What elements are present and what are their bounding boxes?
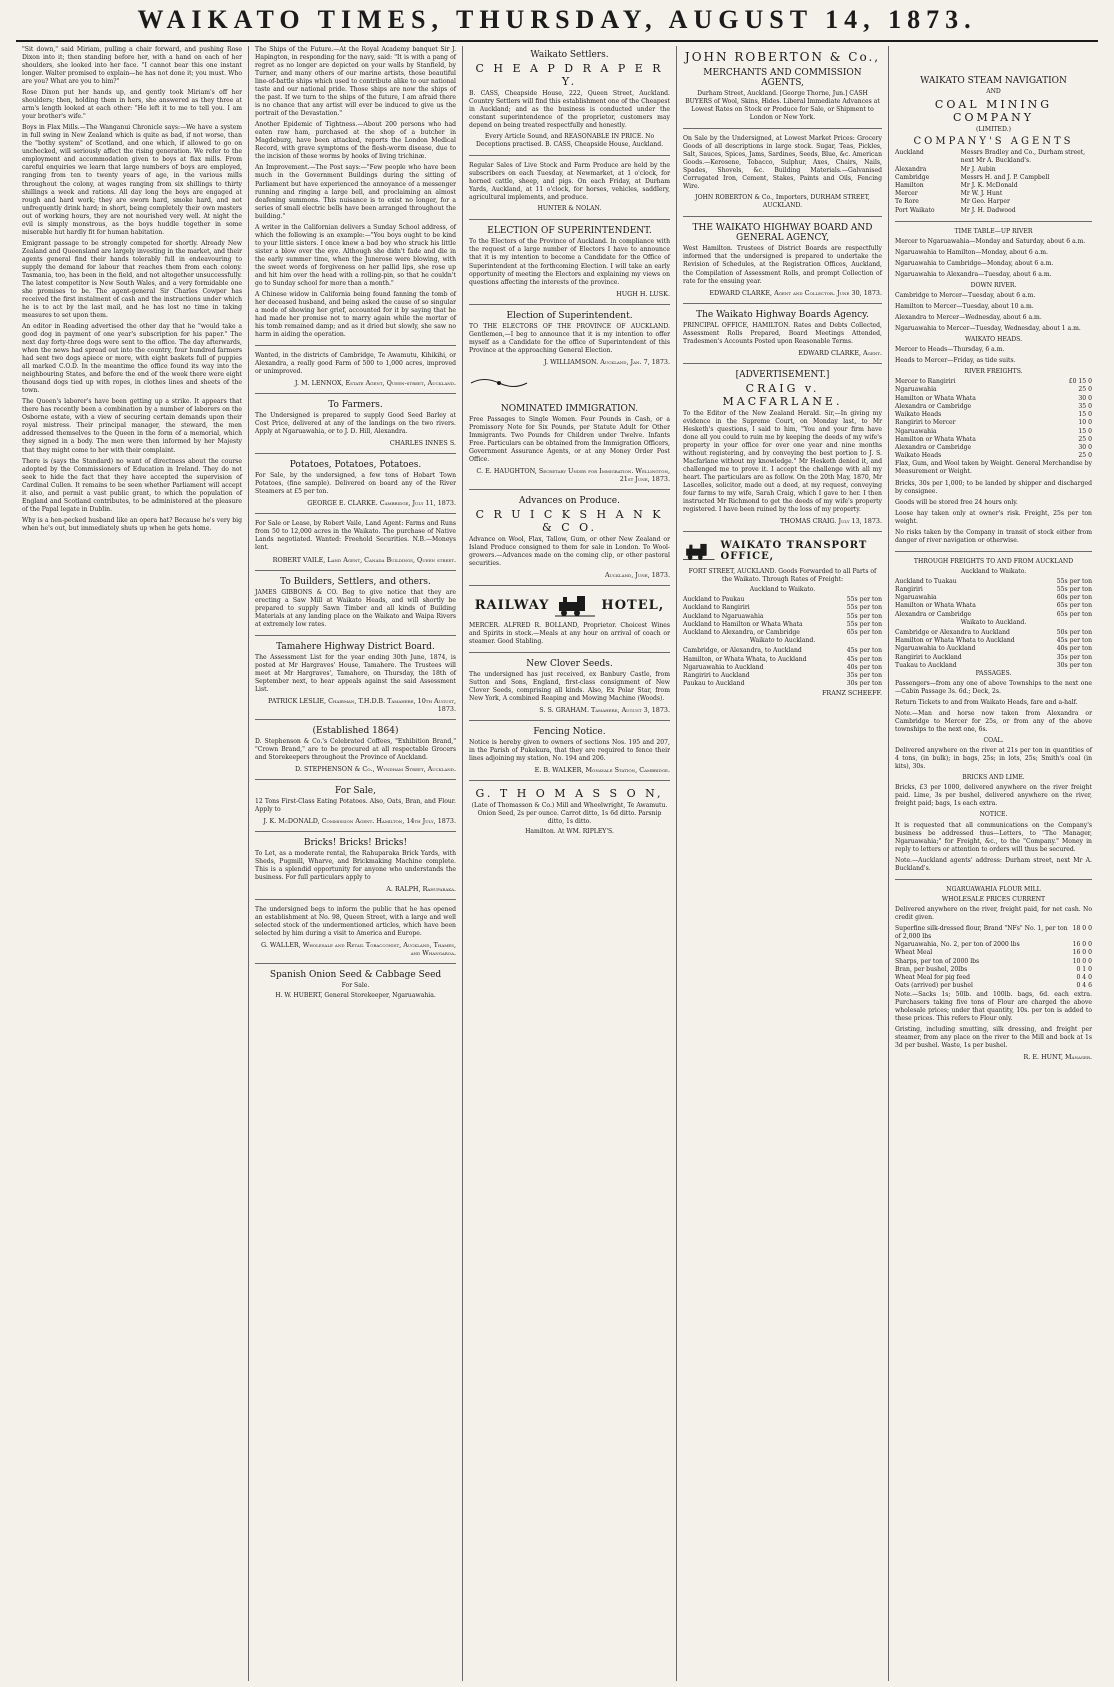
table-row: Hamilton or Whata Whata to Auckland 45s per ton xyxy=(895,637,1092,645)
news-paragraph: The Queen's laborer's have been getting up a strike. It appears that there has recently been a combination by a number of laborers on the Osborne estate, with a view of securing certain demands upon their royal mistress. Their principal manager, the steward, the men addressed themselves to the Queen in the form of a memorial, which they signed in a body. The men were then informed by her Majesty that they might come to her with their complaint. xyxy=(22,398,242,454)
news-paragraph: The Ships of the Future.—At the Royal Academy banquet Sir J. Hapington, in responding for the navy, said: "It is with a pang of regret as no longer are depicted on your walls by Stanfield, by Turner, and many others of our marine artists, those beautiful line-of-battle ships which used to contribute alike to our national taste and our national pride. Those ships are now the ships of the past. If we turn to the ships of the future, I am afraid there is no chance that any artist will ever be induced to give us the portrait of the Devastation." xyxy=(255,46,456,118)
ad-body: The undersigned begs to inform the public that he has opened an establishment at No. 98, Queen Street, with a large and well selected stock of the undermentioned articles, which have been selected by him during a visit to America and Europe. xyxy=(255,906,456,938)
river-freights-table xyxy=(895,378,1092,460)
advertisement xyxy=(469,226,670,297)
ad-signature: D. STEPHENSON & Co., Wyndham Street, Auckland. xyxy=(295,764,456,773)
company-heading: COAL MINING COMPANY xyxy=(934,98,1053,125)
table-row: Rangiriri to Auckland 35s per ton xyxy=(895,653,1092,661)
advertisement xyxy=(469,787,670,836)
conjunction: AND xyxy=(986,88,1001,95)
advertisement xyxy=(255,970,456,1000)
table-row: Ngaruawahia 15 0 xyxy=(895,427,1092,435)
ad-signature: PATRICK LESLIE, Chairman, T.H.D.B. Tamahere, 10th August, 1873. xyxy=(268,696,456,713)
table-row: Wheat Meal for pig feed 0 4 0 xyxy=(895,974,1092,982)
note: Gristing, including smutting, silk dressing, and freight per steamer, from any place on the river to the Mill and back at 1s 3d per bushel. Waste, 1s per bushel. xyxy=(895,1025,1092,1049)
ad-body: (Late of Thomasson & Co.) Mill and Wheelwright, Te Awamutu. Onion Seed, 2s per ounce. Carrot ditto, 1s 6d ditto. Parsnip ditto, 1s ditto. xyxy=(471,802,668,826)
divider xyxy=(683,128,882,129)
section-heading: DOWN RIVER. xyxy=(970,281,1017,289)
ad-body: Advance on Wool, Flax, Tallow, Gum, or other New Zealand or Island Produce consigned to them for sale in London. To Wool-growers.—Advances made on the coming clip, or other pastoral securities. xyxy=(469,535,670,567)
transport-office-banner xyxy=(683,538,882,564)
ad-heading: WAIKATO TRANSPORT OFFICE, xyxy=(720,540,868,563)
ad-banner: CRAIG v. MACFARLANE. xyxy=(722,381,843,408)
ad-heading: Bricks! Bricks! Bricks! xyxy=(303,837,408,848)
table-row: Rangiriri to Auckland 35s per ton xyxy=(683,671,882,679)
story-paragraph: "Sit down," said Miriam, pulling a chair forward, and pushing Rose Dixon into it; then standing before her, with a hand on each of her shoulders, she looked into her face. "I cannot bear this one instant longer. Walter promised to explain—he has not done it; you must. Who are you? What are you to him?" xyxy=(22,46,242,86)
advertisement xyxy=(683,310,882,357)
ad-signature: J. K. McDONALD, Commission Agent. Hamilton, 14th July, 1873. xyxy=(263,816,456,825)
table-title: Auckland to Waikato. xyxy=(960,567,1027,575)
section-heading: THROUGH FREIGHTS TO AND FROM AUCKLAND xyxy=(913,557,1074,565)
divider xyxy=(895,221,1092,222)
advertisement xyxy=(469,311,670,366)
timetable-entry: Ngaruawahia to Cambridge—Monday, about 6 a.m. xyxy=(895,259,1054,267)
divider xyxy=(469,585,670,586)
news-paragraph: Emigrant passage to be strongly competed for shortly. Already New Zealand and Queensland are largely investing in the market, and their agents general find their hands tolerably full in endeavouring to supply the demand for labour that reaches them from each colony. Tasmania, too, has been in the field, and not altogether unsuccessfully. The latest competitor is New South Wales, and a very formidable one she promises to be. The agent-general Sir Charles Cowper has received the first instalment of cash and the instructions under which he is to act by the last mail, and he has lost no time in taking measures to set upon them. xyxy=(22,239,242,319)
divider xyxy=(469,652,670,653)
table-row: Sharps, per ton of 2000 lbs 10 0 0 xyxy=(895,957,1092,965)
divider xyxy=(683,363,882,364)
news-paragraph: Another Epidemic of Tightness.—About 200 persons who had eaten raw ham, purchased at the shop of a butcher in Magdeburg, have been attacked, reports the London Medical Record, with grave symptoms of the flesh-worm disease, due to the incision of these worms by hooks of living trichinæ. xyxy=(255,121,456,161)
column-3 xyxy=(462,46,676,1681)
news-paragraph: A writer in the Californian delivers a Sunday School address, of which the following is an example:—"You boys ought to be kind to your little sisters. I once knew a bad boy who struck his little sister a blow over the eye. Although she didn't fade and die in the early summer time, when the Junerose were blowing, with the sweet words of forgiveness on her pallid lips, she rose up and hit him over the head with a rolling-pin, so that he couldn't go to Sunday school for more than a month." xyxy=(255,223,456,287)
ad-signature: THOMAS CRAIG. July 13, 1873. xyxy=(780,517,882,526)
table-row: Superfine silk-dressed flour, Brand "NFs" No. 1, per ton of 2,000 lbs 18 0 0 xyxy=(895,924,1092,941)
advertisement xyxy=(683,370,882,525)
advertisement xyxy=(469,162,670,213)
timetable-entry: Mercer to Heads—Thursday, 6 a.m. xyxy=(895,346,1005,354)
table-row: Waikato Heads 25 0 xyxy=(895,452,1092,460)
ad-signature: CHARLES INNES S. xyxy=(389,439,456,448)
note: Flax, Gum, and Wool taken by Weight. General Merchandise by Measurement or Weight. xyxy=(895,460,1092,476)
divider xyxy=(255,635,456,636)
advertisement xyxy=(469,592,670,646)
table-row: Rangiriri to Mercer 10 0 xyxy=(895,419,1092,427)
ad-signature: FRANZ SCHEEFF. xyxy=(822,689,882,698)
table-row: Alexandra or Cambridge 65s per ton xyxy=(895,610,1092,618)
advertisement xyxy=(469,659,670,714)
ad-signature: S. S. GRAHAM. Tamahere, August 3, 1873. xyxy=(539,706,670,715)
ad-signature: EDWARD CLARKE, Agent and Collector. June 30, 1873. xyxy=(709,288,882,297)
divider xyxy=(683,531,882,532)
divider xyxy=(469,155,670,156)
section-subheading: WHOLESALE PRICES CURRENT xyxy=(941,895,1046,903)
table-row: Alexandra or Cambridge 35 0 xyxy=(895,402,1092,410)
ad-body: For Sale, by the undersigned, a few tons of Hobart Town Potatoes, (fine sample). Delivered on board any of the River Steamers at £5 per ton. xyxy=(255,472,456,496)
ad-body: The Undersigned is prepared to supply Good Seed Barley at Cost Price, delivered at any of the landings on the two rivers. Apply at Ngaruawahia, or to J. D. Hill, Alexandra. xyxy=(255,412,456,436)
list-item: Cambridge Messrs H. and J. P. Campbell xyxy=(895,173,1050,181)
ad-banner: RAILWAY xyxy=(474,597,550,613)
note: Note.—Auckland agents' address: Durham street, next Mr A. Buckland's. xyxy=(895,856,1092,872)
ad-body: The Assessment List for the year ending 30th June, 1874, is posted at Mr Hargraves' House, Tamahere. The Trustees will meet at Mr Hargraves', Tamahere, on Thursday, the 18th of September next, to hear appeals against the said Assessment List. xyxy=(255,653,456,693)
ad-heading: To Builders, Settlers, and others. xyxy=(280,576,431,587)
note: Delivered anywhere on the river, freight paid, for net cash. No credit given. xyxy=(895,905,1092,921)
table-row: Ngaruawahia 60s per ton xyxy=(895,594,1092,602)
ad-signature: GEORGE E. CLARKE. Cambridge, July 11, 1873. xyxy=(307,499,456,508)
table-row: Alexandra or Cambridge 30 0 xyxy=(895,444,1092,451)
ad-signature: H. W. HUBERT, General Storekeeper, Ngaruawahia. xyxy=(275,992,436,1000)
ornament-icon xyxy=(469,374,529,392)
timetable-entry: Ngaruawahia to Hamilton—Monday, about 6 a.m. xyxy=(895,248,1048,256)
note: Goods will be stored free 24 hours only. xyxy=(895,498,1018,506)
ad-signature: C. E. HAUGHTON, Secretary Under for Immigration. Wellington, 21st June, 1873. xyxy=(476,466,670,483)
advertisement xyxy=(683,538,882,697)
table-row: Hamilton or Whata Whata 25 0 xyxy=(895,435,1092,443)
advertisement xyxy=(255,460,456,507)
ad-signature: E. B. WALKER, Monavale Station, Cambridge. xyxy=(534,766,670,775)
table-row: Bran, per bushel, 20lbs 0 1 0 xyxy=(895,965,1092,973)
ad-signature: G. WALLER, Wholesale and Retail Tobacconist, Auckland, Thames, and Whangaroa. xyxy=(260,941,456,958)
table-row: Hamilton or Whata Whata 30 0 xyxy=(895,394,1092,402)
note: Passengers—from any one of above Townships to the next one—Cabin Passage 3s. 6d.; Deck, 2s. xyxy=(895,680,1092,696)
advertisement xyxy=(255,352,456,387)
ad-banner: C H E A P D R A P E R Y. xyxy=(475,62,664,88)
divider xyxy=(469,489,670,490)
agents-heading: COMPANY'S AGENTS xyxy=(913,136,1074,148)
advertisement xyxy=(255,838,456,893)
freight-table-title: Waikato to Auckland. xyxy=(749,637,816,645)
news-paragraph: A Chinese widow in California being found fanning the tomb of her deceased husband, and being asked the cause of so singular a mode of showing her grief, accounted for it by saying that he had made her promise not to marry again while the mortar of his tomb remained damp; and as it dried but slowly, she saw no harm in aiding the operation. xyxy=(255,290,456,339)
section-heading: COAL. xyxy=(983,737,1004,745)
divider xyxy=(469,219,670,220)
column-2 xyxy=(248,46,462,1681)
table-row: Waikato Heads 15 0 xyxy=(895,411,1092,419)
advertisement xyxy=(255,786,456,825)
ad-heading: NOMINATED IMMIGRATION. xyxy=(500,403,639,414)
divider xyxy=(469,304,670,305)
divider xyxy=(255,513,456,514)
advertisement xyxy=(469,50,670,149)
advertisement xyxy=(255,726,456,773)
advertisement xyxy=(255,400,456,447)
ad-body: JAMES GIBBONS & CO. Beg to give notice that they are erecting a Saw Mill at Waikato Heads, and will shortly be prepared to supply Sawn Timber and all kinds of Building Materials at any landing place on the Waikato and Waipa Rivers at extremely low rates. xyxy=(255,588,456,628)
ad-signature: Auckland, June, 1873. xyxy=(604,571,670,580)
section-heading: TIME TABLE—UP RIVER xyxy=(954,227,1033,235)
table-row: Paukau to Auckland 30s per ton xyxy=(683,680,882,688)
divider xyxy=(683,216,882,217)
list-item: Auckland Messrs Bradley and Co., Durham street, next Mr A. Buckland's. xyxy=(895,149,1086,165)
note: Note.—Man and horse now taken from Alexandra or Cambridge to Mercer for 25s, or from any of the above townships to the next one, 6s. xyxy=(895,710,1092,734)
columns xyxy=(16,46,1098,1681)
ad-body: To Let, as a moderate rental, the Rahuparaka Brick Yards, with Sheds, Pugmill, Wharve, and Brickmaking Machine complete. This is a splendid opportunity for anyone who understands the business. For full particulars apply to xyxy=(255,849,456,882)
divider xyxy=(255,719,456,720)
table-row: Ngaruawahia, No. 2, per ton of 2000 lbs 16 0 0 xyxy=(895,941,1092,949)
timetable-entry: Mercer to Ngaruawahia—Monday and Saturday, about 6 a.m. xyxy=(895,237,1086,245)
table-title: Waikato to Auckland. xyxy=(960,618,1027,626)
ad-body: B. CASS, Cheapside House, 222, Queen Street, Auckland. Country Settlers will find this establishment one of the Cheapest in Auckland; and as the business is conducted under the constant superintendence of the proprietor, customers may depend on being treated respectfully and honestly. xyxy=(469,90,670,130)
story-paragraph: Rose Dixon put her hands up, and gently took Miriam's off her shoulders; then, holding them in hers, she answered as they three at arm's length looked at each other: "He left it to me to tell you. I am your brother's wife." xyxy=(22,89,242,121)
table-row: Auckland to Rangiriri 55s per ton xyxy=(683,604,882,612)
ad-heading: To Farmers. xyxy=(328,400,383,411)
ad-body: Wanted, in the districts of Cambridge, Te Awamutu, Kihikihi, or Alexandra, a really good Farm of 500 to 1,000 acres, improved or unimproved. xyxy=(255,352,456,376)
note: Loose hay taken only at owner's risk. Freight, 25s per ton weight. xyxy=(895,509,1092,525)
ad-body: For Sale. xyxy=(341,982,370,990)
timetable-entry: Ngaruawahia to Mercer—Tuesday, Wednesday, about 1 a.m. xyxy=(895,325,1081,333)
table-row: Auckland to Alexandra, or Cambridge 65s per ton xyxy=(683,629,882,637)
ad-heading: HOTEL, xyxy=(601,597,665,613)
divider xyxy=(255,899,456,900)
column-4 xyxy=(676,46,888,1681)
locomotive-icon xyxy=(683,538,715,564)
ad-body: FORT STREET, AUCKLAND. Goods Forwarded to all Parts of the Waikato. Through Rates of Freight: xyxy=(688,568,877,584)
freight-table-title: Auckland to Waikato. xyxy=(749,586,816,594)
timetable-entry: Ngaruawahia to Alexandra—Tuesday, about 6 a.m. xyxy=(895,270,1052,278)
ad-signature: HUNTER & NOLAN. xyxy=(537,205,602,213)
section-heading: BRICKS AND LIME. xyxy=(962,774,1025,782)
ad-signature: HUGH H. LUSK. xyxy=(616,289,670,298)
ad-heading: For Sale, xyxy=(335,785,376,796)
freight-table xyxy=(683,596,882,637)
railway-hotel-banner xyxy=(469,592,670,618)
ad-signature: R. E. HUNT, Manager. xyxy=(1023,1052,1092,1061)
table-row: Auckland to Hamilton or Whata Whata 55s per ton xyxy=(683,620,882,628)
newspaper-title: WAIKATO TIMES, THURSDAY, AUGUST 14, 1873. xyxy=(137,5,977,34)
timetable-entry: Alexandra to Mercer—Wednesday, about 6 a.m. xyxy=(895,314,1042,322)
table-row: Cambridge, or Alexandra, to Auckland 45s per ton xyxy=(683,647,882,655)
advertisement xyxy=(255,642,456,713)
advertisement xyxy=(469,404,670,483)
ad-body: 12 Tons First-Class Eating Potatoes. Also, Oats, Bran, and Flour. Apply to xyxy=(255,797,456,813)
agents-list xyxy=(895,149,1092,215)
divider xyxy=(469,720,670,721)
section-heading: WAIKATO HEADS. xyxy=(964,336,1023,344)
advertisement xyxy=(469,727,670,774)
ad-signature: J. M. LENNOX, Estate Agent, Queen-street, Auckland. xyxy=(294,379,456,388)
table-row: Auckland to Paukau 55s per ton xyxy=(683,596,882,604)
ad-body: Durham Street, Auckland. [George Thorne, Jun.] CASH BUYERS of Wool, Skins, Hides. Liberal Immediate Advances at Lowest Rates on Stock or Produce for Sale, or Shipment to London or New York. xyxy=(685,90,880,122)
through-freight-table xyxy=(895,578,1092,619)
ad-body: Regular Sales of Live Stock and Farm Produce are held by the subscribers on each Tuesday, at Newmarket, at 1 o'clock, for horned cattle, sheep, and pigs. On each Friday, at Durham Yards, Auckland, at 11 o'clock, for horses, vehicles, saddlery, agricultural implements, and produce. xyxy=(469,162,670,202)
ad-body: For Sale or Lease, by Robert Vaile, Land Agent: Farms and Runs from 50 to 12,000 acres in the Waikato. The purchase of Native Lands negotiated. Wanted: Freehold Securities. N.B.—Moneys lent. xyxy=(255,520,456,552)
news-paragraph: Why is a hen-pecked husband like an opera hat? Because he's very big when he's out, but immediately shuts up when he gets home. xyxy=(22,516,242,532)
ad-body: To the Editor of the New Zealand Herald. Sir,—In giving my evidence in the Supreme Court, on Monday last, to Mr Hesketh's questions, I said to him, "You and your firm have done all you could to ruin me by keeping the deeds of my wife's property in your office for over one year and nine months without registering, and by conveying the best portion to J. S. Macfarlane without my knowledge." Mr Hesketh denied it, and challenged me to prove it. I accept the challenge with all my heart. The particulars are as follow. On the 20th May, 1870, Mr Lascelles, solicitor, made out a deed, at my request, conveying four farms to my wife, Sarah Craig, which I gave to her. I then instructed Mr Richmond to get the deeds of my wife's property registered. I have been ruined by the loss of my property. xyxy=(683,409,882,514)
section-heading: RIVER FREIGHTS. xyxy=(964,368,1023,376)
advertisement xyxy=(255,906,456,957)
divider xyxy=(895,551,1092,552)
table-row: Ngaruawahia 25 0 xyxy=(895,386,1092,394)
advertisement xyxy=(255,577,456,629)
divider xyxy=(255,393,456,394)
news-paragraph: An Improvement.—The Post says:—"Few people who have been much in the Government Buildings during the sitting of Parliament but have experienced the annoyance of a messenger running and ringing a large bell, and proclaiming an almost deafening summons. This nuisance is to exist no longer, for a series of small electric bells have been arranged throughout the building." xyxy=(255,164,456,220)
ad-heading: Advances on Produce. xyxy=(519,495,620,506)
divider xyxy=(255,831,456,832)
timetable-entry: Cambridge to Mercer—Tuesday, about 6 a.m. xyxy=(895,292,1036,299)
ad-body: MERCER. ALFRED R. BOLLAND, Proprietor. Choicest Wines and Spirits in stock.—Meals at any hour on arrival of coach or steamer. Good Stabling. xyxy=(469,622,670,646)
ad-heading: (Established 1864) xyxy=(312,725,399,736)
column-1 xyxy=(16,46,248,1681)
divider xyxy=(255,453,456,454)
freight-table xyxy=(683,647,882,688)
divider xyxy=(255,570,456,571)
ad-heading: Waikato Settlers. xyxy=(530,50,609,60)
list-item: Te Rore Mr Geo. Harper xyxy=(895,198,1010,206)
advertisement xyxy=(255,520,456,563)
ad-banner: C R U I C K S H A N K & C O. xyxy=(475,507,664,534)
table-row: Rangiriri 55s per ton xyxy=(895,586,1092,593)
note: Return Tickets to and from Waikato Heads, fare and a-half. xyxy=(895,699,1078,707)
list-item: Mercer Mr W. J. Hunt xyxy=(895,190,1003,198)
ad-heading: Potatoes, Potatoes, Potatoes. xyxy=(289,460,422,471)
company-heading: WAIKATO STEAM NAVIGATION xyxy=(920,76,1067,86)
ad-signature: EDWARD CLARKE, Agent. xyxy=(798,348,882,357)
ad-heading: ELECTION OF SUPERINTENDENT. xyxy=(487,226,652,237)
column-5 xyxy=(888,46,1098,1681)
ad-subheading: MERCHANTS AND COMMISSION AGENTS, xyxy=(703,68,862,88)
ad-heading: Spanish Onion Seed & Cabbage Seed xyxy=(269,970,442,981)
list-item: Port Waikato Mr J. H. Dadwood xyxy=(895,206,1016,214)
company-limited: (LIMITED.) xyxy=(976,126,1011,134)
divider xyxy=(683,303,882,304)
locomotive-icon xyxy=(555,592,595,618)
table-row: Auckland to Tuakau 55s per ton xyxy=(895,577,1092,585)
news-paragraph: An editor in Reading advertised the other day that he "would take a good dog in payment of one year's subscription for his paper." The next day forty-three dogs were sent to the office. The day afterwards, when the news had spread out into the country, four hundred farmers had sent two dogs apiece or more, with eight baskets full of puppies all marked C.O.D. In the meantime the office found its way into the neighbouring States, and before the end of the week there were eight thousand dogs tied up with ropes, in clothes lines and sheets of the town. xyxy=(22,323,242,395)
table-row: Hamilton, or Whata Whata, to Auckland 45s per ton xyxy=(683,655,882,663)
ad-banner: G. T H O M A S S O N, xyxy=(475,787,664,801)
ad-signature: JOHN ROBERTON & Co., Importers, DURHAM STREET, AUCKLAND. xyxy=(695,194,870,210)
ad-signature: Hamilton. At WM. RIPLEY'S. xyxy=(525,828,614,836)
news-paragraph: Boys in Flax Mills.—The Wanganui Chronicle says:—We have a system in full swing in New Zealand which is quite as bad, if not worse, than the "bothy system" of Scotland, and one which, if allowed to go on unchecked, will seriously affect the rising generation. We refer to the employment and accommodation given to boys at flax mills. From careful enquiries we learn that large numbers of boys are employed, ranging from ten to twenty years of age, in the various mills throughout the colony, at wages ranging from six shillings to thirty shillings a week and rations. All day long the boys are engaged at rough and hard work; they are sworn hard, smoke hard, and not unfrequently drink hard; in short, being completely their own masters out of working hours, they are not nourished very well. At night the evil is simply monstrous, as the boys huddle together in some miserable hut hardly fit for human habitation. xyxy=(22,124,242,236)
ad-heading: Election of Superintendent. xyxy=(506,310,633,321)
timetable-entry: Heads to Mercer—Friday, as tide suits. xyxy=(895,357,1016,365)
timetable-entry: Hamilton to Mercer—Tuesday, about 10 a.m. xyxy=(895,303,1034,311)
ad-body: D. Stephenson & Co.'s Celebrated Coffees, "Exhibition Brand," "Crown Brand," are to be procured at all respectable Grocers and Storekeepers throughout the Province of Auckland. xyxy=(255,737,456,761)
ad-body: The undersigned has just received, ex Banbury Castle, from Sutton and Sons, England, first-class consignment of New Clover Seeds, comprising all kinds. Also, Ex Polar Star, from New York, A combined Reaping and Mowing Machine (Woods). xyxy=(469,671,670,703)
ad-heading: [ADVERTISEMENT.] xyxy=(735,369,830,380)
note: Bricks, £3 per 1000, delivered anywhere on the river freight paid. Lime, 3s per bushel, delivered anywhere on the river, freight paid; bags, 1s each extra. xyxy=(895,784,1092,808)
note: Delivered anywhere on the river at 21s per ton in quantities of 4 tons, (in bulk); in bags, 25s; in lots, 25s; Smith's coal (in kits), 30s. xyxy=(895,747,1092,771)
section-heading: PASSAGES. xyxy=(975,670,1012,677)
ad-body: On Sale by the Undersigned, at Lowest Market Prices: Grocery Goods of all descriptions in large stock. Sugar, Teas, Pickles, Salt, Sauces, Spices, Jams, Sardines, Seeds, Blue, &c. American Goods.—Kerosene, Tobacco, Sulphur, Axes, Chairs, Nails, Spades, Shovels, &c. Building Materials.—Galvanised Corrugated Iron, Cement, Stakes, Paints and Oils, Fencing Wire. xyxy=(683,135,882,191)
table-row: Cambridge or Alexandra to Auckland 50s per ton xyxy=(895,628,1092,636)
ad-heading: Fencing Notice. xyxy=(533,727,606,738)
table-row: Ngaruawahia to Auckland 40s per ton xyxy=(683,663,882,671)
advertisement xyxy=(683,223,882,296)
divider xyxy=(469,780,670,781)
table-row: Auckland to Ngaruawahia 55s per ton xyxy=(683,612,882,620)
ad-signature: A. RALPH, Rahuparaka. xyxy=(386,885,456,894)
table-row: Mercer to Rangiriri £0 15 0 xyxy=(895,378,1092,386)
table-row: Hamilton or Whata Whata 65s per ton xyxy=(895,602,1092,610)
ad-signature: Every Article Sound, and REASONABLE IN PRICE. No Deceptions practised. B. CASS, Cheapside House, Auckland. xyxy=(475,133,664,149)
list-item: Alexandra Mr J. Aubin xyxy=(895,165,996,173)
ad-heading: The Waikato Highway Boards Agency. xyxy=(696,309,869,320)
divider xyxy=(895,879,1092,880)
note: It is requested that all communications on the Company's business be addressed thus—Letters, to "The Manager, Ngaruawahia;" for Freight, &c., to the "Company." Money in reply to letters or attention to orders will thus be secured. xyxy=(895,821,1092,853)
advertisement xyxy=(469,496,670,579)
masthead-rule xyxy=(16,40,1098,42)
section-heading: NGARUAWAHIA FLOUR MILL xyxy=(946,885,1041,893)
advertisement xyxy=(683,135,882,210)
ad-body: TO THE ELECTORS OF THE PROVINCE OF AUCKLAND. Gentlemen,—I beg to announce that it is my intention to offer myself as a Candidate for the office of Superintendent of this Province at the approaching General Election. xyxy=(469,322,670,354)
table-row: Ngaruawahia to Auckland 40s per ton xyxy=(895,645,1092,653)
news-paragraph: There is (says the Standard) no want of directness about the course adopted by the Commissioners of Education in Ireland. They do not seek to hide the fact that they have accepted the supervision of Cardinal Cullen. It remains to be seen whether Parliament will accept it also, and permit a vast public grant, to which the population of England and Scotland contributes, to be administered at the pleasure of the Papal legate in Dublin. xyxy=(22,457,242,513)
ad-body: West Hamilton. Trustees of District Boards are respectfully informed that the undersigned is prepared to undertake the Revision of Schedules, at the Registration Offices, Auckland, the Compilation of Assessment Rolls, and prompt Collection of rate for the ensuing year. xyxy=(683,245,882,285)
masthead xyxy=(0,0,1114,40)
list-item: Hamilton Mr J. K. McDonald xyxy=(895,181,1018,189)
note: Note.—Sacks 1s; 50lb. and 100lb. bags, 6d. each extra. Purchasers taking five tons of Flour are charged the above wholesale prices; under that quantity, 10s. per ton is added to these prices. This refers to Flour only. xyxy=(895,990,1092,1022)
price-list xyxy=(895,925,1092,991)
table-row: Wheat Meal 16 0 0 xyxy=(895,949,1092,957)
ad-signature: J. WILLIAMSON. Auckland, Jan. 7, 1873. xyxy=(543,357,670,366)
divider xyxy=(255,963,456,964)
ad-body: To the Electors of the Province of Auckland. In compliance with the request of a large number of Electors I have to announce that it is my intention to become a Candidate for the Office of Superintendent at the forthcoming Election. I will take an early opportunity of meeting the Electors and explaining my views on questions affecting the interests of the province. xyxy=(469,238,670,286)
ad-body: Free Passages to Single Women. Four Pounds in Cash, or a Promissory Note for Six Pounds, per Statute Adult for Other Immigrants. Two Pounds for Children under Twelve. Infants Free. Particulars can be obtained from the Immigration Officers, Government Assurance Agents, or at any Money Order Post Office. xyxy=(469,415,670,463)
ad-body: PRINCIPAL OFFICE, HAMILTON. Rates and Debts Collected, Assessment Rolls Prepared, Board Meetings Attended, Tradesmen's Accounts Posted upon Reasonable Terms. xyxy=(683,321,882,345)
advertisement xyxy=(683,50,882,122)
ad-signature: ROBERT VAILE, Land Agent, Canada Buildings, Queen street. xyxy=(272,555,456,564)
table-row: Tuakau to Auckland 30s per ton xyxy=(895,661,1092,669)
note: Bricks, 30s per 1,000; to be landed by shipper and discharged by consignee. xyxy=(895,479,1092,495)
ad-heading: JOHN ROBERTON & Co., xyxy=(684,50,881,64)
note: No risks taken by the Company in transit of stock either from danger of river navigation or otherwise. xyxy=(895,528,1092,544)
divider xyxy=(255,345,456,346)
table-row: Oats (arrived) per bushel 0 4 6 xyxy=(895,982,1092,990)
ad-heading: New Clover Seeds. xyxy=(526,659,613,670)
divider xyxy=(255,779,456,780)
section-heading: NOTICE. xyxy=(979,811,1008,819)
through-freight-table xyxy=(895,629,1092,670)
ad-heading: Tamahere Highway District Board. xyxy=(276,641,435,652)
ad-heading: THE WAIKATO HIGHWAY BOARD AND GENERAL AGENCY, xyxy=(692,223,873,244)
ad-body: Notice is hereby given to owners of sections Nos. 195 and 207, in the Parish of Pukekura, that they are required to fence their lines adjoining my station, No. 194 and 206. xyxy=(469,739,670,763)
